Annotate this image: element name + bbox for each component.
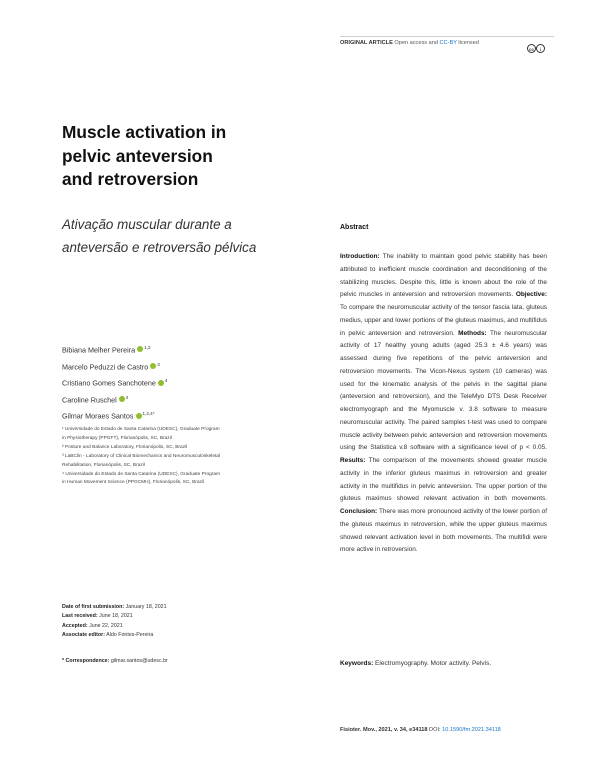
author-affiliation-ref: 4 (125, 394, 129, 400)
results-label: Results: (340, 457, 366, 464)
date-value: January 18, 2021 (125, 604, 167, 610)
access-prefix: Open access and (394, 40, 438, 46)
author-name: Marcelo Peduzzi de Castro (62, 361, 149, 371)
cc-license-badge[interactable] (527, 38, 547, 52)
citation: Fisioter. Mov., 2021, v. 34, e34118 (340, 727, 428, 733)
access-suffix: licensed (458, 40, 479, 46)
affiliation-line: ² Posture and Balance Laboratory, Florianópolis, SC, Brazil (62, 444, 188, 450)
affiliation-line: ¹ Universidade do Estado de Santa Catarina (UDESC), Graduate Program (62, 427, 220, 432)
abstract-heading: Abstract (340, 224, 369, 231)
author-name: Cristiano Gomes Sanchotene (62, 378, 156, 388)
author (62, 391, 312, 408)
correspondence-label: * Correspondence: (62, 658, 110, 664)
doi-link[interactable]: 10.1590/fm.2021.34118 (442, 727, 501, 733)
affiliation-line: ³ LaBClin - Laboratory of Clinical Biomechanics and Neuromusculoskeletal (62, 453, 221, 459)
cc-icon: cc (527, 44, 536, 53)
title-line: and retroversion (62, 169, 199, 190)
objective-text: To compare the neuromuscular activity of the tensor fascia lata, gluteus medius, upper and lower portions of the gluteus maximus, and multifidus in pelvic anteversion and retroversion. (340, 304, 547, 337)
date-label: Last received: (62, 613, 98, 620)
author (62, 358, 312, 375)
keywords-label: Keywords: (340, 660, 374, 667)
objective-label: Objective: (515, 291, 547, 299)
correspondence-email[interactable]: gilmar.santos@udesc.br (110, 658, 168, 664)
author-affiliation-ref: 3 (157, 361, 160, 367)
affiliation-line: in Human Movement Science (PPGCMH), Florianópolis, SC, Brazil (62, 480, 205, 486)
date-value: Aldo Fontes-Pereira (106, 631, 154, 638)
header-rule (340, 36, 554, 37)
orcid-icon[interactable] (136, 413, 142, 419)
intro-text: The inability to maintain good pelvic stability has been attributed to inefficient muscle coordination and deconditioning of the stabilizing muscles. Despite this, little is known about the role of the pelvic muscles in anteversion and retroversion movements. (340, 253, 547, 299)
article-type-label: ORIGINAL ARTICLE (340, 40, 393, 46)
keywords (340, 660, 550, 667)
license-link[interactable]: CC-BY (439, 40, 457, 46)
date-value: June 22, 2021 (89, 622, 123, 629)
author-list (62, 341, 312, 424)
author-affiliation-ref: 1,2 (144, 345, 151, 350)
article-header (340, 40, 479, 46)
orcid-icon[interactable] (137, 346, 143, 352)
author (62, 341, 312, 358)
subtitle-line: Ativação muscular durante a (62, 217, 232, 232)
abstract-body (340, 251, 547, 557)
date-row (62, 612, 302, 621)
title-line: pelvic anteversion (62, 145, 213, 166)
title-line: Muscle activation in (62, 122, 227, 142)
author-name: Gilmar Moraes Santos (62, 411, 134, 421)
date-label: Date of first submission: (62, 604, 125, 610)
author-affiliation-ref: 4 (164, 378, 168, 384)
affiliation-list (62, 426, 287, 488)
author-affiliation-ref: 1,2,4* (142, 411, 155, 417)
by-icon: i (536, 44, 545, 53)
doi-label: DOI: (429, 727, 441, 733)
author-name: Bibiana Melher Pereira (62, 345, 136, 355)
page-footer (340, 727, 501, 733)
orcid-icon[interactable] (119, 396, 125, 402)
date-row (62, 631, 302, 640)
date-label: Associate editor: (62, 631, 105, 638)
author (62, 374, 312, 391)
date-label: Accepted: (62, 622, 88, 629)
orcid-icon[interactable] (150, 363, 156, 369)
submission-dates (62, 603, 302, 640)
article-title (62, 121, 262, 192)
keywords-text: Electromyography. Motor activity. Pelvis. (375, 660, 492, 667)
methods-label: Methods: (458, 329, 487, 337)
conclusion-text: There was more pronounced activity of the lower portion of the gluteus maximus in retroversion, while the upper gluteus maximus showed relevant activation level in both movements. The multifidi were more active in retroversion. (340, 508, 547, 554)
orcid-icon[interactable] (158, 380, 164, 386)
date-value: June 18, 2021 (99, 613, 133, 620)
intro-label: Introduction: (340, 253, 380, 260)
author (62, 407, 312, 424)
article-subtitle (62, 213, 292, 259)
date-row (62, 622, 302, 631)
correspondence (62, 658, 168, 664)
conclusion-label: Conclusion: (340, 508, 378, 515)
subtitle-line: anteversão e retroversão pélvica (62, 240, 257, 255)
results-text: The comparison of the movements showed greater muscle activity in the inferior gluteus maximus in retroversion and greater activity in the multifidus in pelvic anteversion. The upper portion of the gluteus maximus showed relevant activation in both movements. (340, 457, 547, 503)
affiliation-line: ⁴ Universidade do Estado de Santa Catarina (UDESC), Graduate Program (62, 471, 221, 477)
affiliation-line: in Physiotherapy (PPGFT), Florianópolis, SC, Brazil (62, 435, 172, 441)
date-row (62, 603, 302, 612)
methods-text: The neuromuscular activity of 17 healthy young adults (aged 25.3 ± 4.6 years) was assessed during five repetitions of the pelvic anteversion and retroversion movements. The Vicon-Nexus system (10 cameras) was used for the kinematic analysis of the pelvis in the sagittal plane (anteversion and retroversion), and the TeleMyo DTS Desk Receiver electromyograph and the Myomuscle v. 3.8 software to measure neuromuscular activity. The paired samples t-test was used to compare muscle activity between pelvic anteversion and retroversion movements using the Statistica v.8 software with a significance level of p < 0.05. (340, 329, 547, 452)
author-name: Caroline Ruschel (62, 395, 117, 405)
affiliation-line: Rehabilitation, Florianópolis, SC, Brazil (62, 462, 145, 468)
